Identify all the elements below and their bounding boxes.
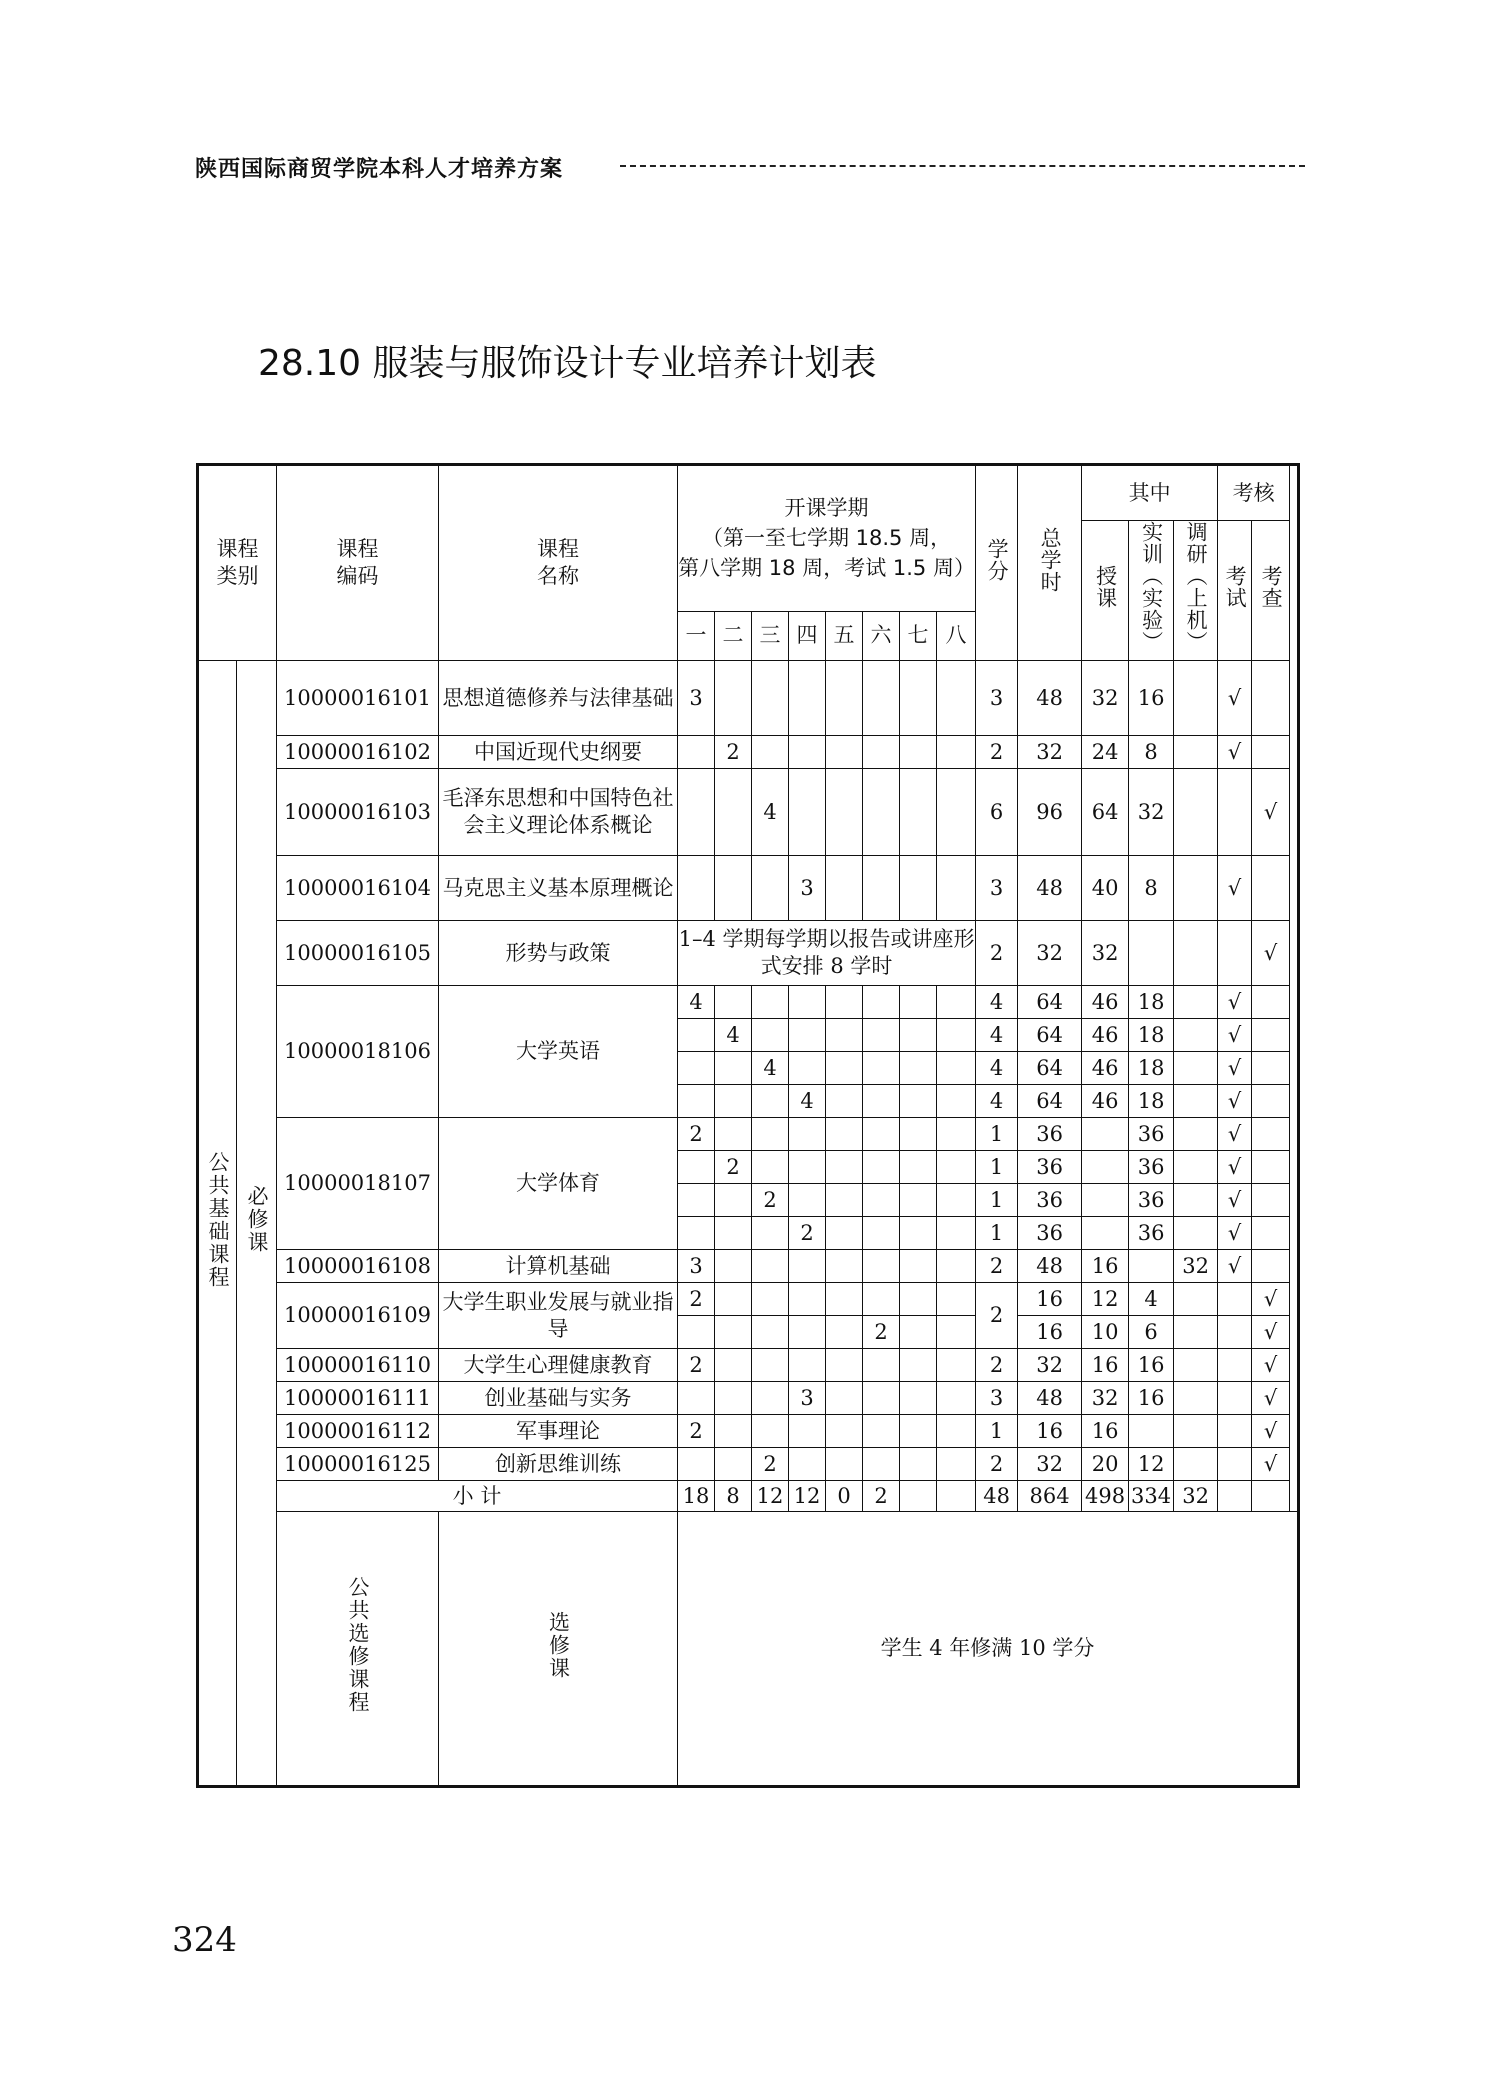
table-row [198, 1118, 1299, 1151]
practice-hours: 16 [1129, 1349, 1174, 1382]
credit: 1 [976, 1184, 1018, 1217]
subtotal-row [198, 1481, 1299, 1512]
sem-value: 3 [678, 1250, 715, 1283]
course-name: 大学生心理健康教育 [439, 1349, 678, 1382]
subtotal-lecture: 498 [1082, 1481, 1129, 1512]
credit: 2 [976, 736, 1018, 769]
course-code: 10000016125 [277, 1448, 439, 1481]
sem-value: 4 [752, 1052, 789, 1085]
semester-5: 五 [826, 611, 863, 660]
semester-2: 二 [715, 611, 752, 660]
total-hours: 64 [1018, 1019, 1082, 1052]
lecture-hours: 40 [1082, 856, 1129, 921]
check-mark: √ [1252, 1448, 1290, 1481]
practice-hours: 12 [1129, 1448, 1174, 1481]
subtotal-credit: 48 [976, 1481, 1018, 1512]
practice-hours: 18 [1129, 1085, 1174, 1118]
subtotal-sem: 8 [715, 1481, 752, 1512]
exam-mark: √ [1218, 736, 1252, 769]
course-code: 10000016101 [277, 661, 439, 736]
header-lecture: 授课 [1082, 521, 1129, 661]
practice-hours: 18 [1129, 1052, 1174, 1085]
group-elective: 选修课 [439, 1512, 678, 1787]
table-row [198, 1382, 1299, 1415]
subtotal-sem: 2 [863, 1481, 900, 1512]
total-hours: 32 [1018, 1349, 1082, 1382]
subtotal-sem [937, 1481, 976, 1512]
practice-hours: 8 [1129, 856, 1174, 921]
practice-hours: 36 [1129, 1151, 1174, 1184]
total-hours: 48 [1018, 856, 1082, 921]
header-of-which: 其中 [1082, 465, 1218, 521]
sem-value: 4 [715, 1019, 752, 1052]
page-number: 324 [172, 1920, 237, 1960]
lecture-hours: 46 [1082, 1085, 1129, 1118]
practice-hours: 6 [1129, 1316, 1174, 1349]
table-row [198, 1283, 1299, 1316]
exam-mark: √ [1218, 986, 1252, 1019]
header-exam: 考试 [1218, 521, 1252, 661]
practice-hours: 18 [1129, 986, 1174, 1019]
total-hours: 64 [1018, 1052, 1082, 1085]
semester-1: 一 [678, 611, 715, 660]
semester-7: 七 [900, 611, 937, 660]
lecture-hours: 32 [1082, 661, 1129, 736]
sem-value: 2 [752, 1448, 789, 1481]
course-name: 大学英语 [439, 986, 678, 1118]
subtotal-total: 864 [1018, 1481, 1082, 1512]
group-required: 必修课 [237, 661, 277, 1787]
header-category: 课程 类别 [198, 465, 277, 661]
subtotal-research: 32 [1174, 1481, 1218, 1512]
sem-value: 3 [789, 856, 826, 921]
elective-row [198, 1512, 1299, 1787]
lecture-hours: 16 [1082, 1250, 1129, 1283]
table-row [198, 921, 1299, 986]
course-name: 大学生职业发展与就业指导 [439, 1283, 678, 1349]
lecture-hours: 46 [1082, 1052, 1129, 1085]
exam-mark: √ [1218, 856, 1252, 921]
total-hours: 48 [1018, 1250, 1082, 1283]
elective-note: 学生 4 年修满 10 学分 [678, 1512, 1299, 1787]
subtotal-sem: 12 [789, 1481, 826, 1512]
table-row [198, 1250, 1299, 1283]
credit: 1 [976, 1151, 1018, 1184]
credit: 1 [976, 1118, 1018, 1151]
course-name: 形势与政策 [439, 921, 678, 986]
semester-6: 六 [863, 611, 900, 660]
sem-value: 4 [678, 986, 715, 1019]
course-code: 10000016102 [277, 736, 439, 769]
total-hours: 36 [1018, 1184, 1082, 1217]
course-code: 10000016104 [277, 856, 439, 921]
credit: 3 [976, 1382, 1018, 1415]
table-row [198, 1349, 1299, 1382]
check-mark: √ [1252, 1415, 1290, 1448]
header-semester [678, 465, 976, 612]
credit: 2 [976, 1349, 1018, 1382]
credit: 2 [976, 1448, 1018, 1481]
sem-value: 2 [715, 1151, 752, 1184]
lecture-hours: 10 [1082, 1316, 1129, 1349]
total-hours: 16 [1018, 1283, 1082, 1316]
practice-hours: 16 [1129, 661, 1174, 736]
total-hours: 64 [1018, 1085, 1082, 1118]
course-name: 中国近现代史纲要 [439, 736, 678, 769]
sem-value: 2 [678, 1283, 715, 1316]
lecture-hours: 46 [1082, 986, 1129, 1019]
total-hours: 96 [1018, 769, 1082, 856]
check-mark: √ [1252, 1382, 1290, 1415]
practice-hours: 18 [1129, 1019, 1174, 1052]
sem-value: 2 [715, 736, 752, 769]
semester-note: 1–4 学期每学期以报告或讲座形式安排 8 学时 [678, 921, 976, 986]
lecture-hours: 12 [1082, 1283, 1129, 1316]
course-name: 大学体育 [439, 1118, 678, 1250]
subtotal-sem: 0 [826, 1481, 863, 1512]
table-row [198, 1448, 1299, 1481]
check-mark: √ [1252, 1349, 1290, 1382]
header-practice: 实训︵实验︶ [1129, 521, 1174, 661]
lecture-hours: 16 [1082, 1415, 1129, 1448]
header-semester-note: （第一至七学期 18.5 周， 第八学期 18 周，考试 1.5 周） [678, 526, 975, 581]
table-row [198, 1415, 1299, 1448]
header-research: 调研︵上机︶ [1174, 521, 1218, 661]
header-check: 考查 [1252, 521, 1290, 661]
exam-mark: √ [1218, 1052, 1252, 1085]
header-semester-title: 开课学期 [784, 496, 869, 521]
subtotal-label: 小 计 [277, 1481, 678, 1512]
credit: 4 [976, 1085, 1018, 1118]
course-code: 10000018107 [277, 1118, 439, 1250]
check-mark: √ [1252, 1283, 1290, 1316]
total-hours: 48 [1018, 1382, 1082, 1415]
total-hours: 36 [1018, 1118, 1082, 1151]
header-dashed-rule [620, 165, 1305, 167]
training-plan-table [196, 463, 1300, 1788]
course-name: 毛泽东思想和中国特色社会主义理论体系概论 [439, 769, 678, 856]
course-name: 创业基础与实务 [439, 1382, 678, 1415]
credit: 2 [976, 1250, 1018, 1283]
sem-value: 3 [789, 1382, 826, 1415]
group-public-elective: 公共选修课程 [277, 1512, 439, 1787]
table-row [198, 661, 1299, 736]
course-code: 10000016108 [277, 1250, 439, 1283]
exam-mark: √ [1218, 1250, 1252, 1283]
total-hours: 16 [1018, 1316, 1082, 1349]
lecture-hours: 24 [1082, 736, 1129, 769]
practice-hours: 36 [1129, 1184, 1174, 1217]
sem-value: 2 [678, 1118, 715, 1151]
lecture-hours: 64 [1082, 769, 1129, 856]
header-credit: 学分 [976, 465, 1018, 661]
total-hours: 64 [1018, 986, 1082, 1019]
lecture-hours: 16 [1082, 1349, 1129, 1382]
total-hours: 32 [1018, 921, 1082, 986]
practice-hours: 36 [1129, 1217, 1174, 1250]
course-name: 创新思维训练 [439, 1448, 678, 1481]
lecture-hours: 32 [1082, 921, 1129, 986]
lecture-hours: 20 [1082, 1448, 1129, 1481]
subtotal-sem: 18 [678, 1481, 715, 1512]
course-code: 10000016109 [277, 1283, 439, 1349]
semester-8: 八 [937, 611, 976, 660]
credit: 2 [976, 921, 1018, 986]
total-hours: 32 [1018, 1448, 1082, 1481]
table-row [198, 856, 1299, 921]
subtotal-sem [900, 1481, 937, 1512]
exam-mark: √ [1218, 1118, 1252, 1151]
course-name: 马克思主义基本原理概论 [439, 856, 678, 921]
table-row [198, 769, 1299, 856]
course-code: 10000016103 [277, 769, 439, 856]
credit: 4 [976, 1052, 1018, 1085]
sem-value: 2 [678, 1415, 715, 1448]
practice-hours: 32 [1129, 769, 1174, 856]
credit: 3 [976, 856, 1018, 921]
header-assessment: 考核 [1218, 465, 1290, 521]
exam-mark: √ [1218, 1217, 1252, 1250]
header-total-hours: 总学时 [1018, 465, 1082, 661]
credit: 1 [976, 1217, 1018, 1250]
course-code: 10000016105 [277, 921, 439, 986]
running-header: 陕西国际商贸学院本科人才培养方案 [195, 157, 564, 182]
exam-mark: √ [1218, 1085, 1252, 1118]
sem-value: 4 [789, 1085, 826, 1118]
course-code: 10000016111 [277, 1382, 439, 1415]
total-hours: 48 [1018, 661, 1082, 736]
sem-value: 2 [678, 1349, 715, 1382]
table-row [198, 736, 1299, 769]
sem-value: 4 [752, 769, 789, 856]
exam-mark: √ [1218, 1184, 1252, 1217]
check-mark: √ [1252, 769, 1290, 856]
credit: 1 [976, 1415, 1018, 1448]
course-name: 思想道德修养与法律基础 [439, 661, 678, 736]
credit: 2 [976, 1283, 1018, 1349]
semester-3: 三 [752, 611, 789, 660]
credit: 4 [976, 986, 1018, 1019]
practice-hours: 4 [1129, 1283, 1174, 1316]
check-mark: √ [1252, 921, 1290, 986]
credit: 3 [976, 661, 1018, 736]
lecture-hours: 32 [1082, 1382, 1129, 1415]
subtotal-practice: 334 [1129, 1481, 1174, 1512]
sem-value: 2 [863, 1316, 900, 1349]
sem-value: 3 [678, 661, 715, 736]
table-row [198, 986, 1299, 1019]
credit: 6 [976, 769, 1018, 856]
course-code: 10000016110 [277, 1349, 439, 1382]
subtotal-sem: 12 [752, 1481, 789, 1512]
course-code: 10000016112 [277, 1415, 439, 1448]
course-name: 计算机基础 [439, 1250, 678, 1283]
practice-hours: 36 [1129, 1118, 1174, 1151]
total-hours: 36 [1018, 1217, 1082, 1250]
exam-mark: √ [1218, 1019, 1252, 1052]
exam-mark: √ [1218, 1151, 1252, 1184]
total-hours: 16 [1018, 1415, 1082, 1448]
practice-hours: 8 [1129, 736, 1174, 769]
group-public-basic: 公共基础课程 [198, 661, 237, 1787]
check-mark: √ [1252, 1316, 1290, 1349]
lecture-hours: 46 [1082, 1019, 1129, 1052]
semester-4: 四 [789, 611, 826, 660]
total-hours: 36 [1018, 1151, 1082, 1184]
course-code: 10000018106 [277, 986, 439, 1118]
header-code: 课程 编码 [277, 465, 439, 661]
practice-hours: 16 [1129, 1382, 1174, 1415]
header-name: 课程 名称 [439, 465, 678, 661]
credit: 4 [976, 1019, 1018, 1052]
exam-mark: √ [1218, 661, 1252, 736]
page-title: 28.10 服装与服饰设计专业培养计划表 [258, 343, 877, 384]
total-hours: 32 [1018, 736, 1082, 769]
course-name: 军事理论 [439, 1415, 678, 1448]
research-hours: 32 [1174, 1250, 1218, 1283]
sem-value: 2 [789, 1217, 826, 1250]
sem-value: 2 [752, 1184, 789, 1217]
